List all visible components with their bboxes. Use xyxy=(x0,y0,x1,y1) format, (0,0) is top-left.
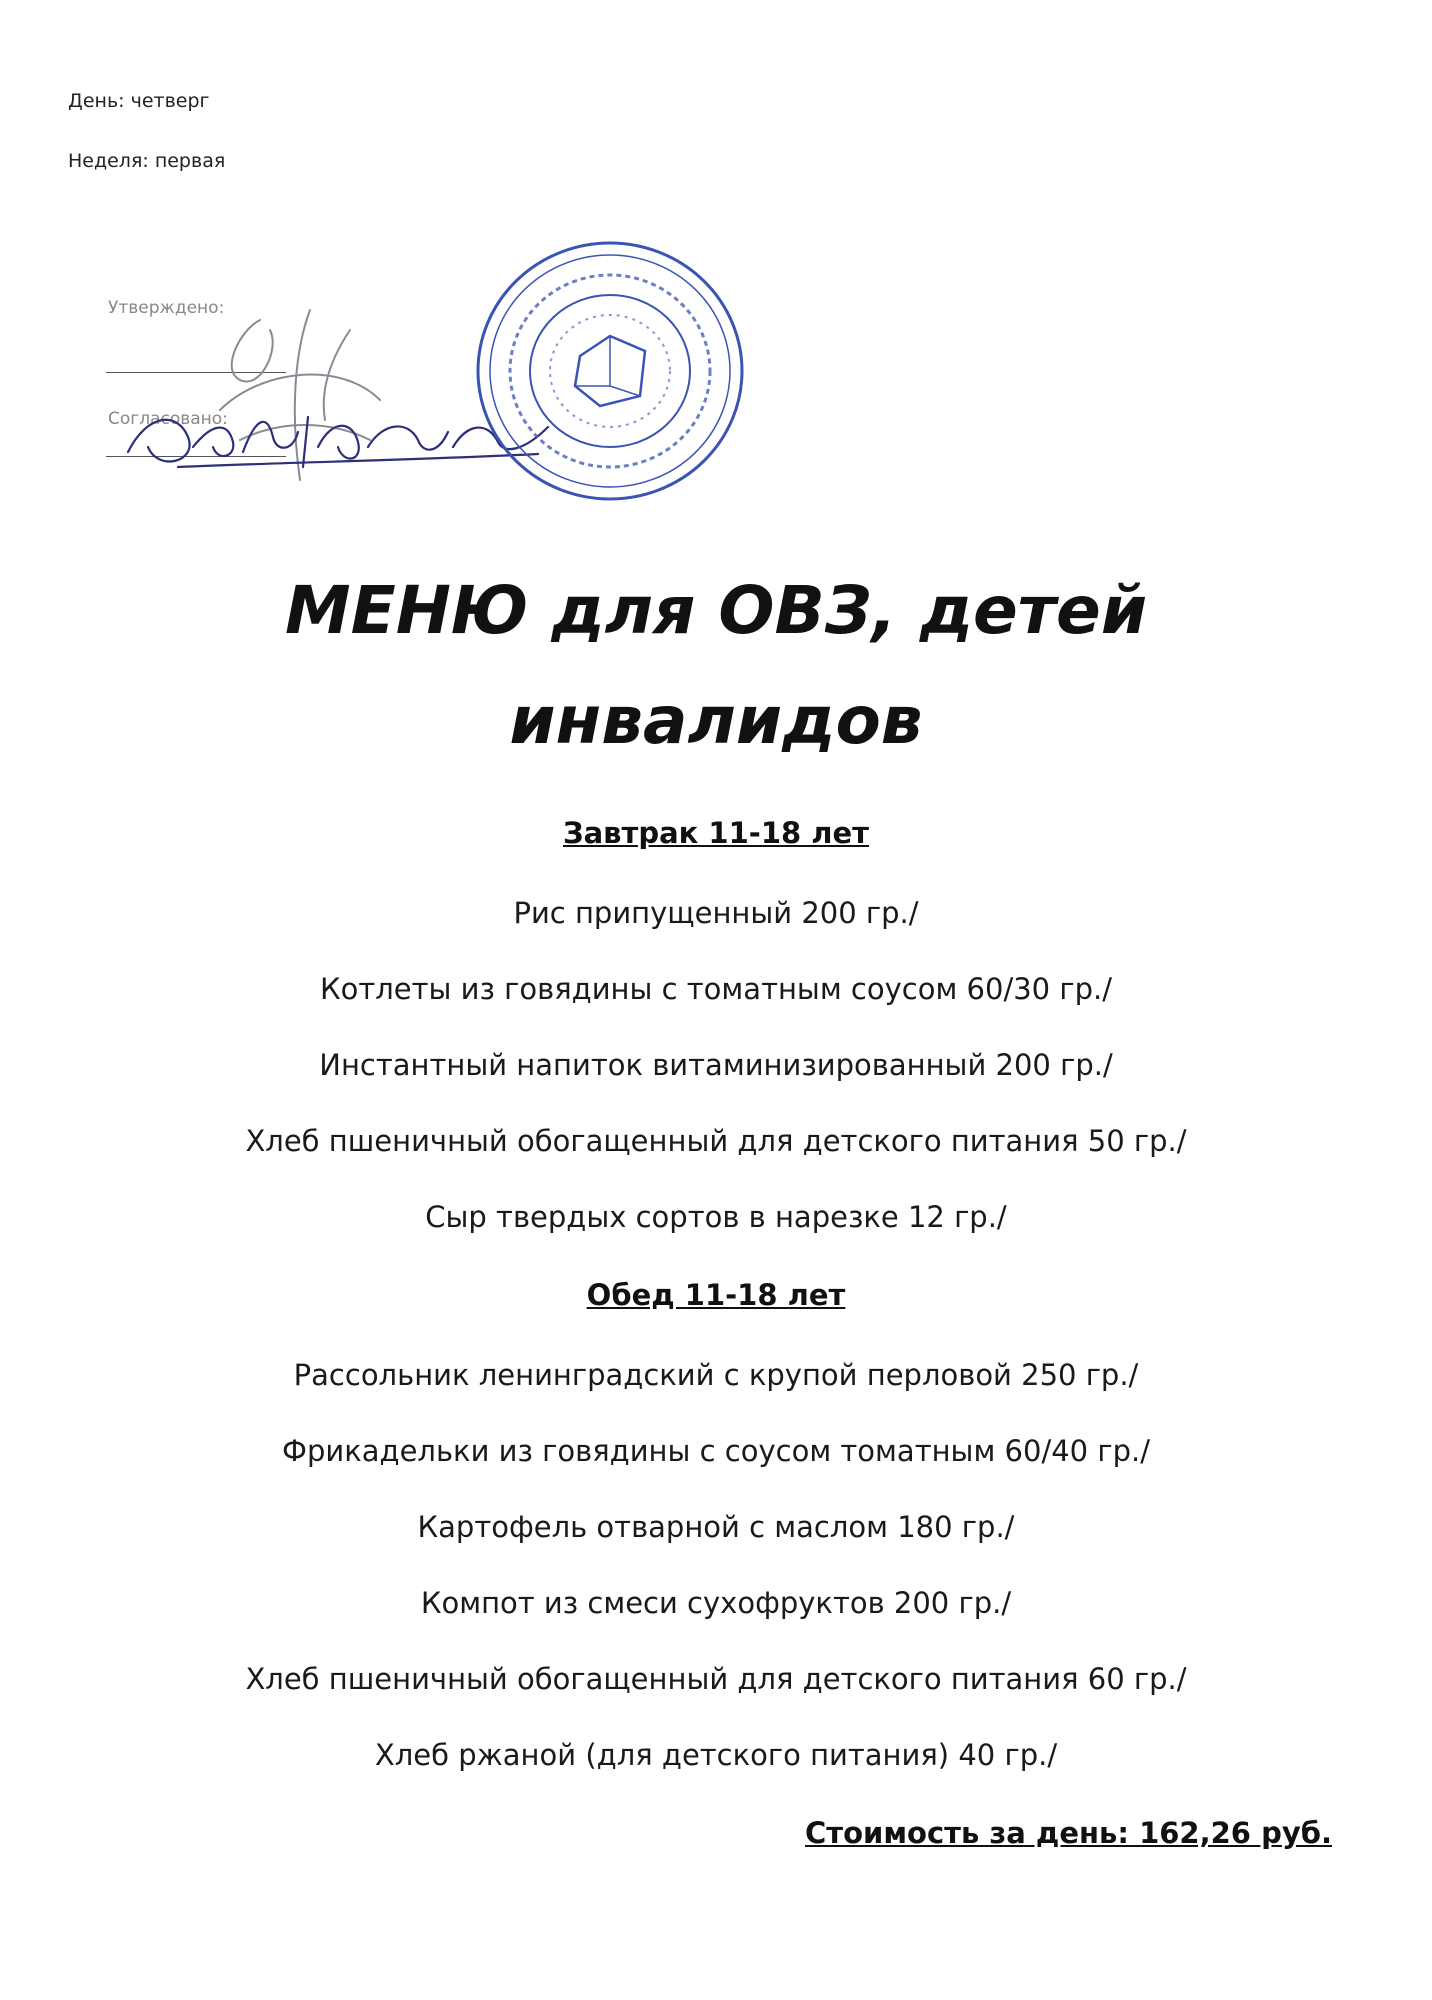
lunch-item: Рассольник ленинградский с крупой перловой 250 гр./ xyxy=(293,1358,1139,1392)
page-title-line1: МЕНЮ для ОВЗ, детей xyxy=(284,572,1148,649)
week-label: Неделя: первая xyxy=(68,150,226,172)
agreed-label: Согласовано: xyxy=(108,409,228,429)
lunch-item: Компот из смеси сухофруктов 200 гр./ xyxy=(420,1586,1012,1620)
lunch-item: Хлеб пшеничный обогащенный для детского питания 60 гр./ xyxy=(245,1662,1187,1696)
breakfast-item: Сыр твердых сортов в нарезке 12 гр./ xyxy=(425,1200,1007,1234)
school-seal-stamp xyxy=(470,236,750,506)
page-title-line2: инвалидов xyxy=(509,682,923,759)
breakfast-item: Инстантный напиток витаминизированный 200 гр./ xyxy=(319,1048,1113,1082)
lunch-item: Хлеб ржаной (для детского питания) 40 гр./ xyxy=(374,1738,1058,1772)
breakfast-heading: Завтрак 11-18 лет xyxy=(562,816,869,850)
breakfast-item: Хлеб пшеничный обогащенный для детского питания 50 гр./ xyxy=(245,1124,1187,1158)
daily-cost-total: Стоимость за день: 162,26 руб. xyxy=(805,1816,1332,1850)
lunch-heading: Обед 11-18 лет xyxy=(586,1278,846,1312)
lunch-item: Картофель отварной с маслом 180 гр./ xyxy=(417,1510,1015,1544)
breakfast-item: Рис припущенный 200 гр./ xyxy=(513,896,919,930)
lunch-item: Фрикадельки из говядины с соусом томатным 60/40 гр./ xyxy=(282,1434,1150,1468)
day-label: День: четверг xyxy=(68,90,210,112)
breakfast-item: Котлеты из говядины с томатным соусом 60/30 гр./ xyxy=(320,972,1112,1006)
approved-label: Утверждено: xyxy=(108,298,225,318)
